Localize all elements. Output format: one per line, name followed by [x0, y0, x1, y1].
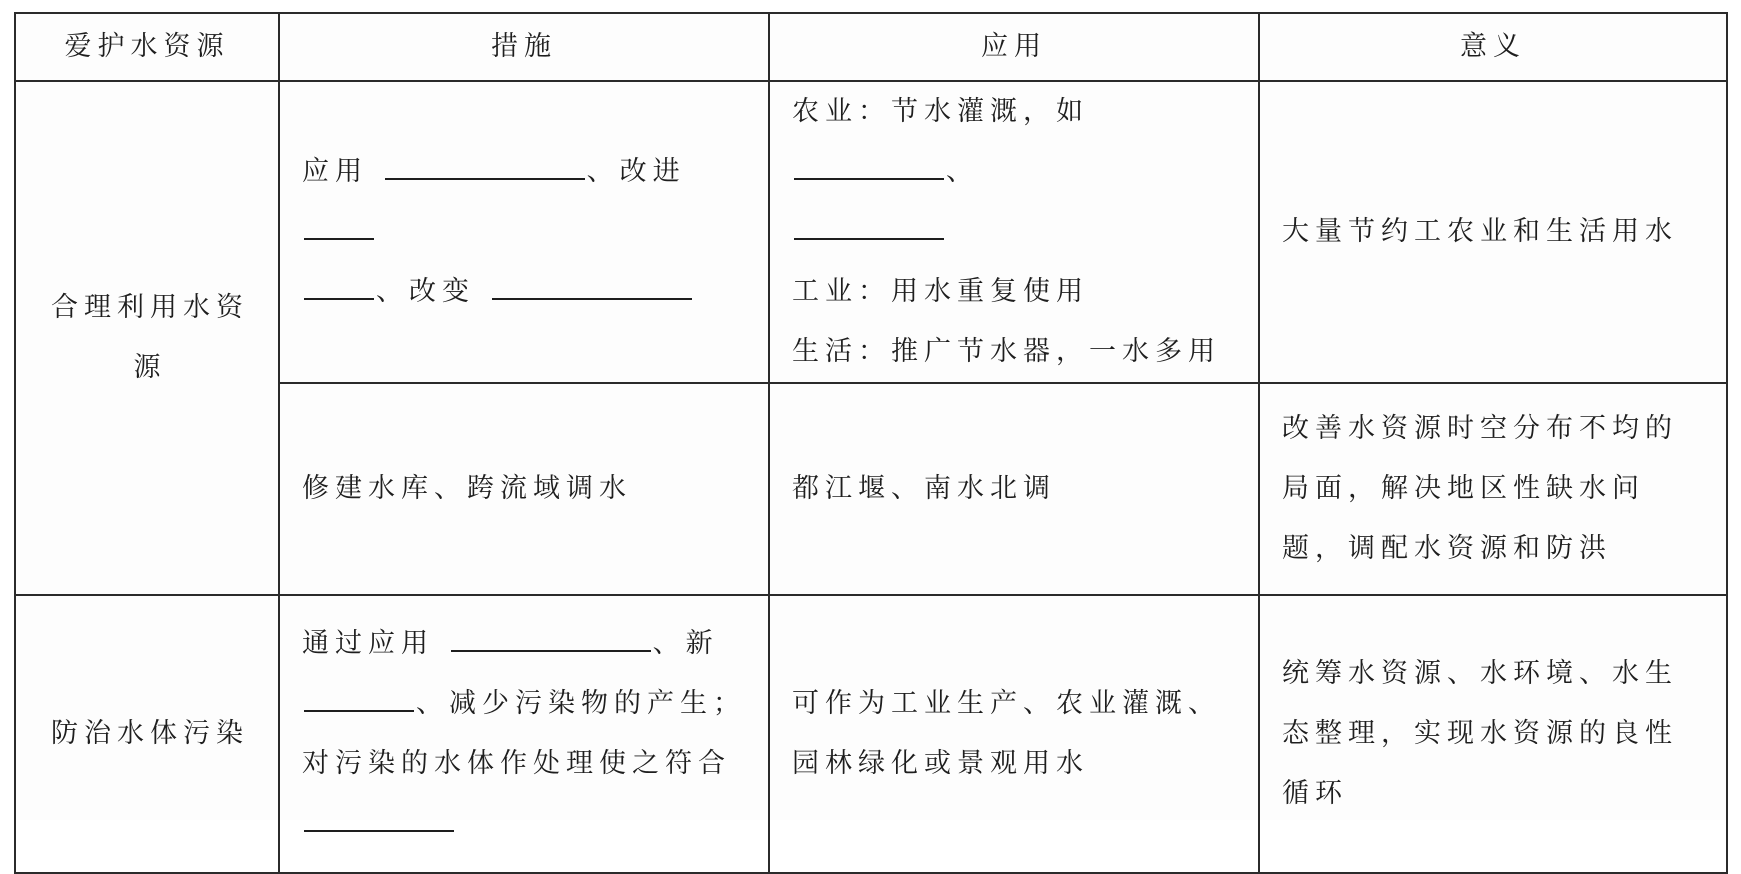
- header-category: 爱护水资源: [15, 13, 279, 81]
- measure-text: 、改变: [376, 276, 475, 307]
- fill-blank[interactable]: [304, 264, 374, 300]
- measure-cell-1: [279, 81, 769, 383]
- application-life: 生活：推广节水器，一水多用: [792, 336, 1221, 367]
- measure-text: 、减少污染物的产生；对污染的水体作处理使之符合: [302, 688, 746, 779]
- separator-text: 、: [946, 156, 979, 187]
- fill-blank[interactable]: [304, 204, 374, 240]
- fill-blank[interactable]: [794, 204, 944, 240]
- application-agriculture: [792, 82, 1242, 202]
- application-industry: 工业：用水重复使用: [792, 276, 1089, 307]
- agriculture-text: 农业：节水灌溉，如: [792, 96, 1089, 127]
- measure-text: 、改进: [586, 156, 686, 187]
- header-meaning: 意义: [1259, 13, 1727, 81]
- application-cell-2: 都江堰、南水北调: [769, 383, 1259, 595]
- application-agriculture-continued: [792, 202, 1242, 262]
- fill-blank[interactable]: [794, 144, 944, 180]
- fill-blank[interactable]: [304, 796, 454, 832]
- header-row: [15, 13, 1727, 81]
- measure-cell-3: [279, 595, 769, 873]
- fill-blank[interactable]: [385, 144, 585, 180]
- application-cell-1: [769, 81, 1259, 383]
- category-pollution: 防治水体污染: [15, 595, 279, 873]
- fill-blank[interactable]: [451, 616, 651, 652]
- water-resources-table: [14, 12, 1728, 874]
- measure-text: 、新: [652, 628, 719, 659]
- application-cell-3: 可作为工业生产、农业灌溉、园林绿化或景观用水: [769, 595, 1259, 873]
- header-measures: 措施: [279, 13, 769, 81]
- table-row-reasonable-use-1: [15, 81, 1727, 383]
- header-application: 应用: [769, 13, 1259, 81]
- fill-blank[interactable]: [304, 676, 414, 712]
- measure-text: 通过应用: [302, 628, 434, 659]
- measure-text: 应用: [302, 156, 368, 187]
- table-row-pollution: [15, 595, 1727, 873]
- category-reasonable-use: 合理利用水资源: [15, 81, 279, 595]
- measure-cell-2: 修建水库、跨流域调水: [279, 383, 769, 595]
- meaning-cell-1: 大量节约工农业和生活用水: [1259, 81, 1727, 383]
- document-sheet: [14, 12, 1726, 820]
- fill-blank[interactable]: [492, 264, 692, 300]
- meaning-cell-2: 改善水资源时空分布不均的局面，解决地区性缺水问题，调配水资源和防洪: [1259, 383, 1727, 595]
- meaning-cell-3: 统筹水资源、水环境、水生态整理，实现水资源的良性循环: [1259, 595, 1727, 873]
